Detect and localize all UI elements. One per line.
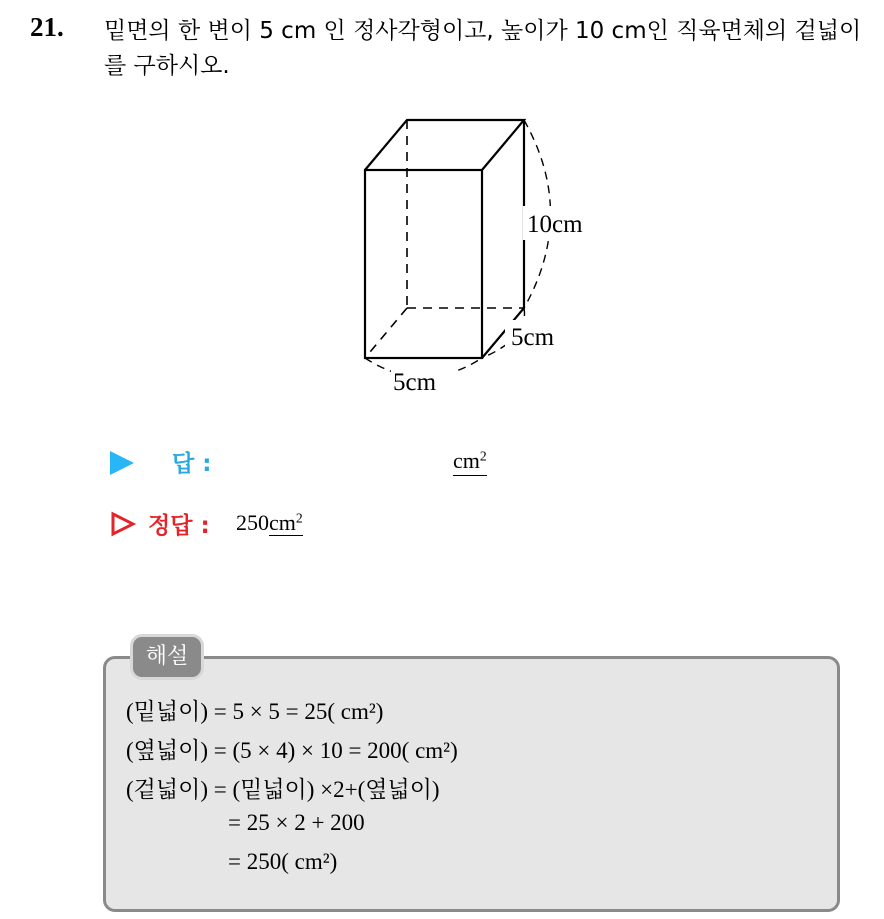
width-label: 5cm <box>393 369 437 396</box>
answer-label: 답 : <box>172 451 212 477</box>
question-number: 21. <box>30 12 64 42</box>
answer-unit-exponent: 2 <box>479 448 487 464</box>
solution-tab: 해설 <box>130 634 204 680</box>
depth-label: 5cm <box>511 324 555 351</box>
answer-row <box>110 445 610 481</box>
answer-unit <box>453 447 487 476</box>
cuboid-diagram <box>355 108 615 398</box>
solution-line-1: (밑넓이) = 5 × 5 = 25( cm²) <box>126 699 384 724</box>
correct-answer-row <box>110 507 610 543</box>
correct-answer-value <box>236 509 303 537</box>
cuboid-figure <box>355 108 615 398</box>
solution-line-4: = 25 × 2 + 200 <box>228 810 365 835</box>
question-text: 밑면의 한 변이 5 cm 인 정사각형이고, 높이가 10 cm인 직육면체의 겉넓이를 구하시오. <box>104 18 862 79</box>
solution-line-2: (옆넓이) = (5 × 4) × 10 = 200( cm²) <box>126 738 458 763</box>
front-face <box>365 170 482 358</box>
hidden-edges <box>365 120 524 358</box>
solution-line-3: (겉넓이) = (밑넓이) ×2+(옆넓이) <box>126 777 440 802</box>
play-triangle-icon <box>110 451 134 475</box>
correct-number: 250 <box>236 510 269 535</box>
correct-answer-label: 정답 : <box>148 513 210 539</box>
height-label: 10cm <box>527 211 583 238</box>
solution-line-5: = 250( cm²) <box>228 849 338 874</box>
answer-unit-base: cm <box>453 448 480 473</box>
correct-unit: $cm^2$ <box>269 510 303 535</box>
top-face <box>365 120 524 170</box>
outline-triangle-icon <box>110 511 136 537</box>
